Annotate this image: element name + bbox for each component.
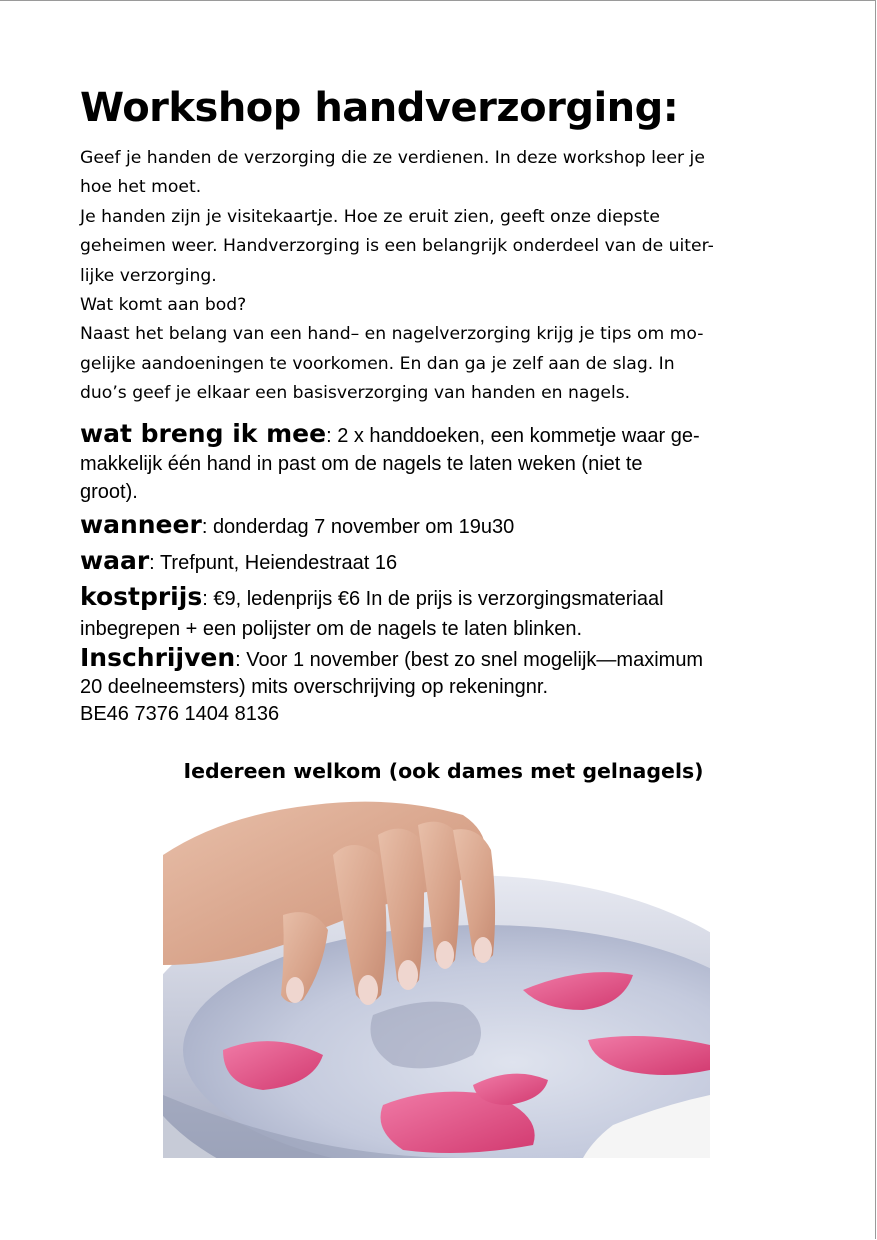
bring-block [80, 420, 700, 506]
bring-text: 2 x handdoeken, een kommetje waar ge- [337, 425, 700, 447]
welcome-heading: Iedereen welkom (ook dames met gelnagels) [183, 759, 704, 783]
intro-line: Je handen zijn je visitekaartje. Hoe ze eruit zien, geeft onze diepste [80, 206, 660, 227]
intro-paragraph [80, 144, 800, 409]
page-title: Workshop handverzorging: [80, 85, 679, 131]
intro-line: duo’s geef je elkaar een basisverzorging van handen en nagels. [80, 383, 631, 404]
colon: : [201, 516, 208, 538]
nail [286, 977, 304, 1003]
intro-line: hoe het moet. [80, 177, 202, 198]
nail [358, 975, 378, 1005]
colon: : [235, 649, 241, 671]
hand-shadow [371, 1002, 482, 1069]
register-block [80, 644, 703, 728]
when-block [80, 511, 514, 541]
register-text: 20 deelneemsters) mits overschrijving op rekeningnr. [80, 676, 548, 698]
when-text: donderdag 7 november om 19u30 [212, 516, 515, 538]
intro-line: geheimen weer. Handverzorging is een belangrijk onderdeel van de uiter- [80, 236, 714, 257]
intro-line: lijke verzorging. [80, 265, 217, 286]
colon: : [326, 425, 332, 447]
intro-line: gelijke aandoeningen te voorkomen. En dan ga je zelf aan de slag. In [80, 353, 675, 374]
nail [474, 937, 492, 963]
when-label: wanneer [80, 510, 202, 539]
intro-line: Geef je handen de verzorging die ze verdienen. In deze workshop leer je [80, 148, 705, 168]
colon: : [149, 552, 155, 574]
bring-label: wat breng ik mee [80, 419, 327, 448]
price-text: inbegrepen + een polijster om de nagels te laten blinken. [80, 618, 583, 640]
where-block [80, 547, 397, 577]
nail [398, 960, 418, 990]
hand-bowl-photo [163, 795, 710, 1158]
price-block [80, 582, 664, 644]
price-text: €9, ledenprijs €6 In de prijs is verzorgingsmateriaal [213, 588, 664, 610]
price-label: kostprijs [80, 582, 203, 611]
intro-line: Naast het belang van een hand– en nagelverzorging krijg je tips om mo- [80, 324, 704, 345]
intro-line: Wat komt aan bod? [80, 295, 247, 316]
bring-text: makkelijk één hand in past om de nagels te laten weken (niet te [80, 453, 643, 475]
nail [436, 941, 454, 969]
where-label: waar [80, 546, 150, 575]
bank-account-number: BE46 7376 1404 8136 [80, 703, 280, 725]
bring-text: groot). [80, 481, 138, 503]
register-text: Voor 1 november (best zo snel mogelijk—maximum [246, 649, 704, 671]
where-text: Trefpunt, Heiendestraat 16 [159, 552, 398, 574]
register-label: Inschrijven [80, 643, 236, 672]
colon: : [202, 588, 208, 610]
